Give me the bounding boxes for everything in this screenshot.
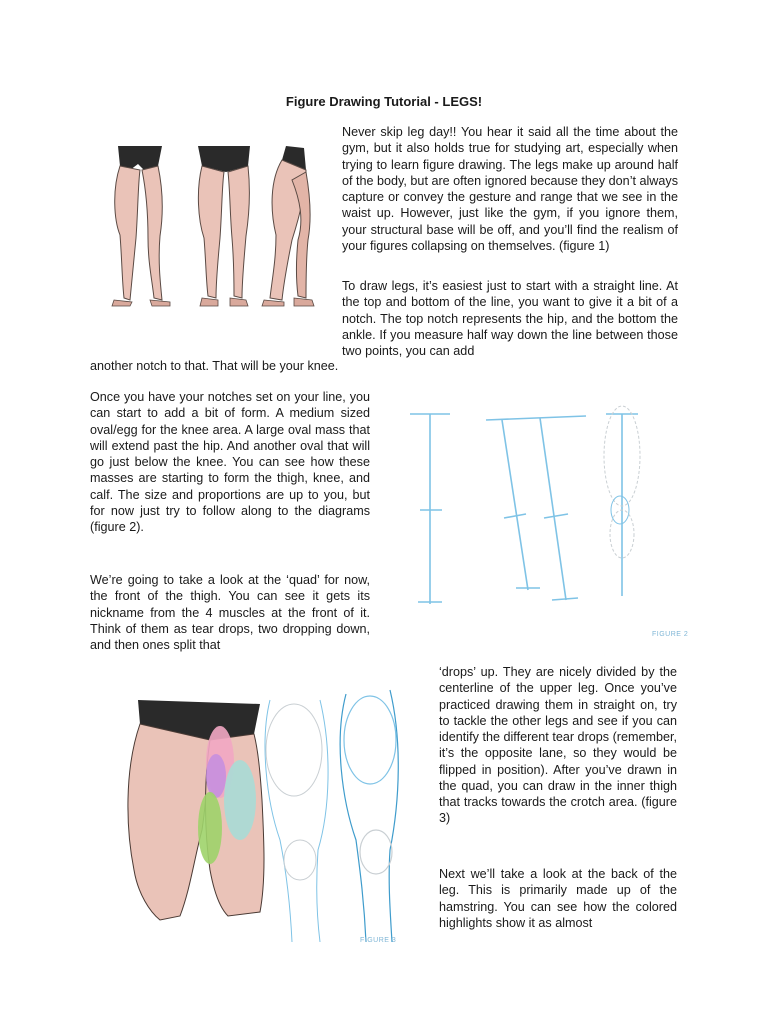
- figure-1-legs-illustration: [100, 140, 320, 320]
- leg-back-view: [198, 146, 250, 306]
- page-title: Figure Drawing Tutorial - LEGS!: [285, 94, 483, 109]
- paragraph-knee-notch: another notch to that. That will be your knee.: [90, 359, 339, 373]
- paragraph-line-notches: To draw legs, it’s easiest just to start with a straight line. At the top and bottom of the line, you want to give it a bit of a notch. The top notch represents the hip, and the bottom the ankle. If you measure half way down the line between those two points, you can add: [342, 279, 678, 358]
- figure-3-quad-muscles: [120, 680, 420, 950]
- paragraph-hamstring: Next we’ll take a look at the back of the leg. This is primarily made up of the hamstring. You can see how the colored highlights show it as almost: [439, 867, 677, 930]
- thigh-sketch-side: [340, 690, 398, 942]
- figure-2-caption: FIGURE 2: [652, 631, 689, 638]
- paragraph-intro: Never skip leg day!! You hear it said all the time about the gym, but it also holds true for studying art, especially when trying to learn figure drawing. The legs make up around half of the body, but are often ignored because they don’t always capture or convey the gesture and range that we see in the waist up. However, just like the gym, if you ignore them, your structural base will be off, and you’ll find the realism of your figures collapsing on themselves. (figure 1): [342, 125, 678, 253]
- paragraph-quad-intro: We’re going to take a look at the ‘quad’ for now, the front of the thigh. You can see it gets its nickname from the 4 muscles at the front of it. Think of them as tear drops, two dropping down, and then ones split that: [90, 573, 370, 652]
- paragraph-quad-drops: ‘drops’ up. They are nicely divided by the centerline of the upper leg. Once you’ve practiced drawing them in straight on, try to tackle the other legs and see if you can identify the different tear drops (remember, it’s the opposite lane, so they would be flipped in position). After you’ve drawn in the quad, you can draw in the inner thigh that tracks towards the crotch area. (figure 3): [439, 665, 677, 826]
- thigh-sketch-front: [265, 700, 328, 942]
- figure-2-construction-lines: [400, 396, 682, 616]
- paragraph-add-form: Once you have your notches set on your line, you can start to add a bit of form. A medium sized oval/egg for the knee area. A large oval mass that will extend past the hip. And another oval that will go just below the knee. You can see how these masses are starting to form the thigh, knee, and calf. The size and proportions are up to you, but for now just try to follow along to the diagrams (figure 2).: [90, 390, 370, 534]
- leg-front-view: [112, 146, 170, 306]
- figure-3-caption: FIGURE 3: [360, 937, 397, 944]
- leg-side-view: [262, 146, 314, 306]
- colored-thigh-illustration: [128, 700, 264, 920]
